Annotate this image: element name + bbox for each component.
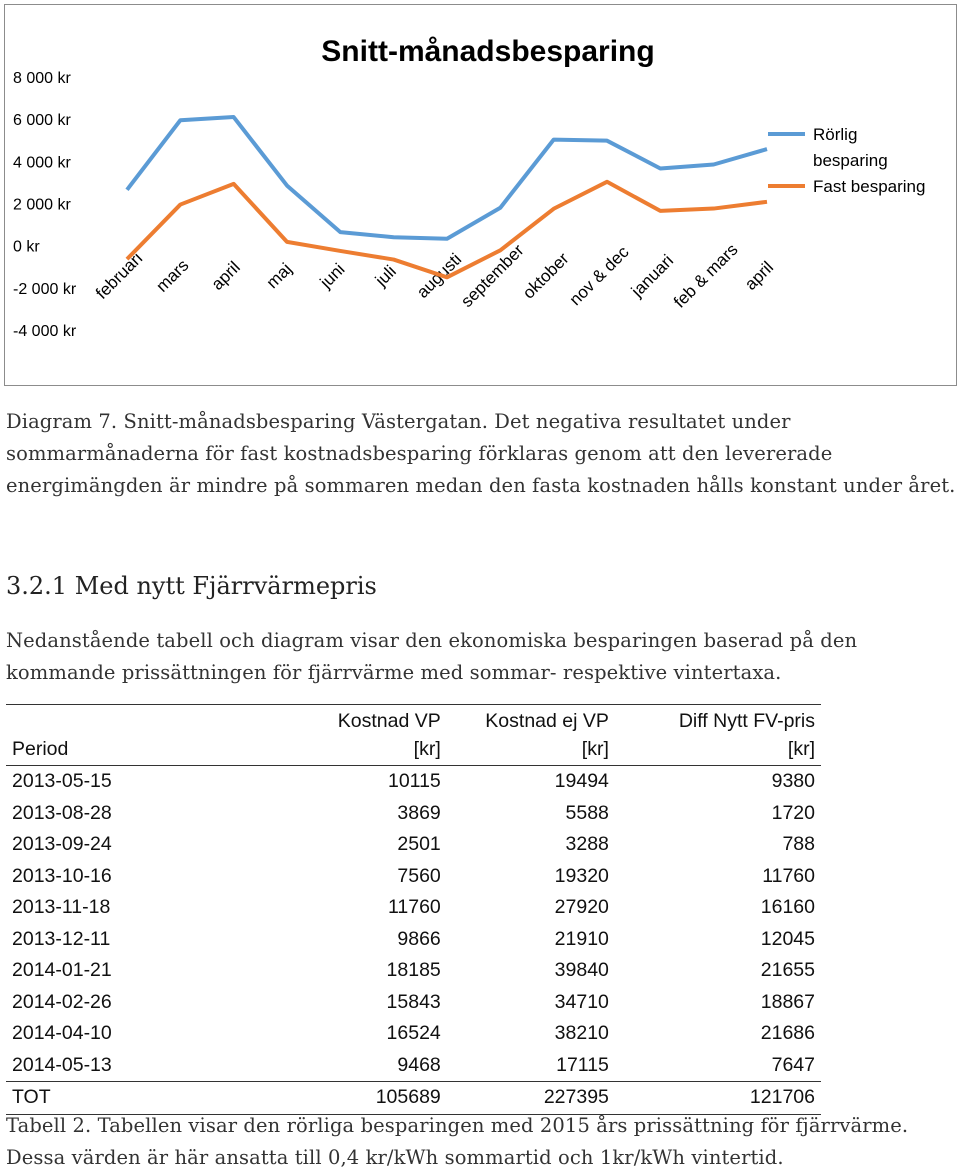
total-kostnad-vp: 105689: [375, 1086, 441, 1108]
cell-kostnad-ej-vp: 38210: [554, 1022, 609, 1044]
header-period: [6, 705, 212, 766]
table-body: [6, 766, 821, 1082]
x-axis-tick-labels: [92, 240, 777, 312]
x-tick-label: oktober: [519, 249, 573, 303]
chart-legend: [768, 125, 925, 196]
table-caption: Tabell 2. Tabellen visar den rörliga besparingen med 2015 års prissättning för fjärrvärme. Dessa värden är här ansatta till 0,4 kr/kWh sommartid och 1kr/kWh vintertid.: [6, 1114, 909, 1169]
cell-kostnad-ej-vp: 17115: [556, 1053, 609, 1076]
cell-kostnad-vp: 15843: [386, 990, 441, 1013]
cell-diff: 16160: [760, 896, 815, 918]
table-row: [6, 955, 821, 987]
cell-kostnad-ej-vp: 5588: [565, 801, 609, 824]
cell-kostnad-vp: 11760: [387, 896, 441, 918]
table-row: [6, 829, 821, 861]
header-kostnad-ej-vp-line1: Kostnad ej VP: [485, 710, 609, 732]
header-kostnad-vp-line2: [kr]: [413, 738, 441, 760]
cell-kostnad-ej-vp: 21910: [554, 927, 609, 950]
x-tick-label: feb & mars: [669, 239, 742, 312]
table-row: [6, 987, 821, 1019]
chart-title: Snitt-månadsbesparing: [321, 35, 655, 68]
x-tick-label: april: [207, 257, 244, 294]
series-line-rorlig-besparing: [127, 117, 767, 239]
total-diff: 121706: [749, 1086, 815, 1108]
table-row: [6, 924, 821, 956]
cell-period: 2013-11-18: [12, 896, 111, 918]
x-tick-label: januari: [627, 251, 678, 301]
x-tick-label: juni: [316, 259, 349, 292]
table-header-row: [6, 705, 821, 766]
table-row: [6, 1050, 821, 1082]
cell-period: 2014-05-13: [12, 1053, 112, 1076]
diagram-caption: Diagram 7. Snitt-månadsbesparing Västergatan. Det negativa resultatet under sommarmånaderna för fast kostnadsbesparing förklaras genom att den levererade energimängden är mindre på sommaren medan den fasta kostnaden hålls konstant under året.: [6, 410, 956, 497]
cell-kostnad-ej-vp: 19320: [554, 864, 609, 887]
cell-period: 2014-02-26: [12, 990, 112, 1013]
table-row: [6, 861, 821, 893]
cell-kostnad-vp: 16524: [386, 1022, 441, 1044]
header-kostnad-vp-line1: Kostnad VP: [337, 710, 441, 732]
cell-kostnad-ej-vp: 27920: [554, 896, 609, 918]
legend-label-rorlig-line2: besparing: [813, 151, 888, 170]
y-tick-label: 8 000 kr: [13, 70, 71, 87]
header-period-line2: Period: [12, 738, 69, 760]
y-tick-label: -4 000 kr: [13, 323, 77, 340]
y-axis-tick-labels: [13, 70, 77, 340]
cell-diff: 9380: [771, 770, 815, 792]
cell-period: 2014-01-21: [12, 959, 112, 981]
cell-kostnad-vp: 9866: [397, 927, 441, 950]
y-tick-label: 4 000 kr: [13, 154, 71, 172]
cell-kostnad-ej-vp: 39840: [554, 959, 609, 981]
table-row: [6, 1018, 821, 1050]
cell-kostnad-vp: 2501: [397, 833, 441, 855]
chart-container: [4, 4, 957, 386]
cell-period: 2014-04-10: [12, 1022, 112, 1044]
total-label: TOT: [12, 1086, 51, 1108]
cell-kostnad-vp: 9468: [397, 1053, 441, 1076]
intro-paragraph: Nedanstående tabell och diagram visar den ekonomiska besparingen baserad på den kommande prissättningen för fjärrvärme med sommar- respektive vintertaxa.: [6, 629, 858, 684]
header-kostnad-ej-vp: [447, 705, 615, 766]
x-tick-label: mars: [152, 255, 193, 296]
cell-period: 2013-09-24: [12, 833, 112, 855]
y-tick-label: 2 000 kr: [13, 196, 71, 214]
header-kostnad-ej-vp-line2: [kr]: [581, 738, 609, 760]
table-row: [6, 892, 821, 924]
cell-period: 2013-12-11: [12, 927, 111, 950]
y-tick-label: -2 000 kr: [13, 280, 77, 298]
line-chart: [5, 5, 958, 387]
cell-kostnad-ej-vp: 3288: [565, 833, 609, 855]
legend-label-fast: Fast besparing: [813, 177, 926, 196]
y-tick-label: 6 000 kr: [13, 112, 71, 130]
cell-kostnad-vp: 18185: [386, 959, 441, 981]
cell-diff: 12045: [760, 927, 815, 950]
cell-period: 2013-08-28: [12, 801, 112, 824]
header-diff-line1: Diff Nytt FV-pris: [678, 710, 815, 732]
x-tick-label: maj: [262, 259, 296, 293]
header-period-line1: [12, 707, 206, 735]
cell-kostnad-vp: 7560: [397, 864, 441, 887]
cell-diff: 21686: [760, 1022, 815, 1044]
cell-diff: 1720: [771, 801, 815, 824]
cell-kostnad-ej-vp: 34710: [554, 990, 609, 1013]
cell-period: 2013-05-15: [12, 770, 112, 792]
cell-kostnad-vp: 3869: [397, 801, 441, 824]
cell-diff: 18867: [760, 990, 815, 1013]
savings-table: [6, 704, 821, 1115]
header-kostnad-vp: [212, 705, 447, 766]
cell-kostnad-vp: 10115: [387, 770, 441, 792]
header-diff-line2: [kr]: [787, 738, 815, 760]
table-header: [6, 705, 821, 766]
cell-diff: 11760: [762, 864, 815, 887]
section-heading: 3.2.1 Med nytt Fjärrvärmepris: [6, 572, 377, 600]
legend-label-rorlig-line1: Rörlig: [813, 125, 858, 144]
x-tick-label: februari: [92, 248, 147, 303]
cell-period: 2013-10-16: [12, 864, 112, 887]
total-kostnad-ej-vp: 227395: [543, 1086, 609, 1108]
x-tick-label: april: [741, 257, 778, 294]
x-tick-label: september: [457, 240, 528, 311]
y-tick-label: 0 kr: [13, 238, 40, 256]
x-tick-label: nov & dec: [565, 242, 633, 310]
cell-diff: 7647: [771, 1053, 815, 1076]
table-row: [6, 798, 821, 830]
cell-kostnad-ej-vp: 19494: [554, 770, 609, 792]
cell-diff: 21655: [760, 959, 815, 981]
x-tick-label: juli: [371, 261, 400, 290]
table-row: [6, 766, 821, 798]
cell-diff: 788: [782, 833, 815, 855]
header-diff-nytt-fv-pris: [615, 705, 821, 766]
x-tick-label: augusti: [413, 249, 466, 302]
